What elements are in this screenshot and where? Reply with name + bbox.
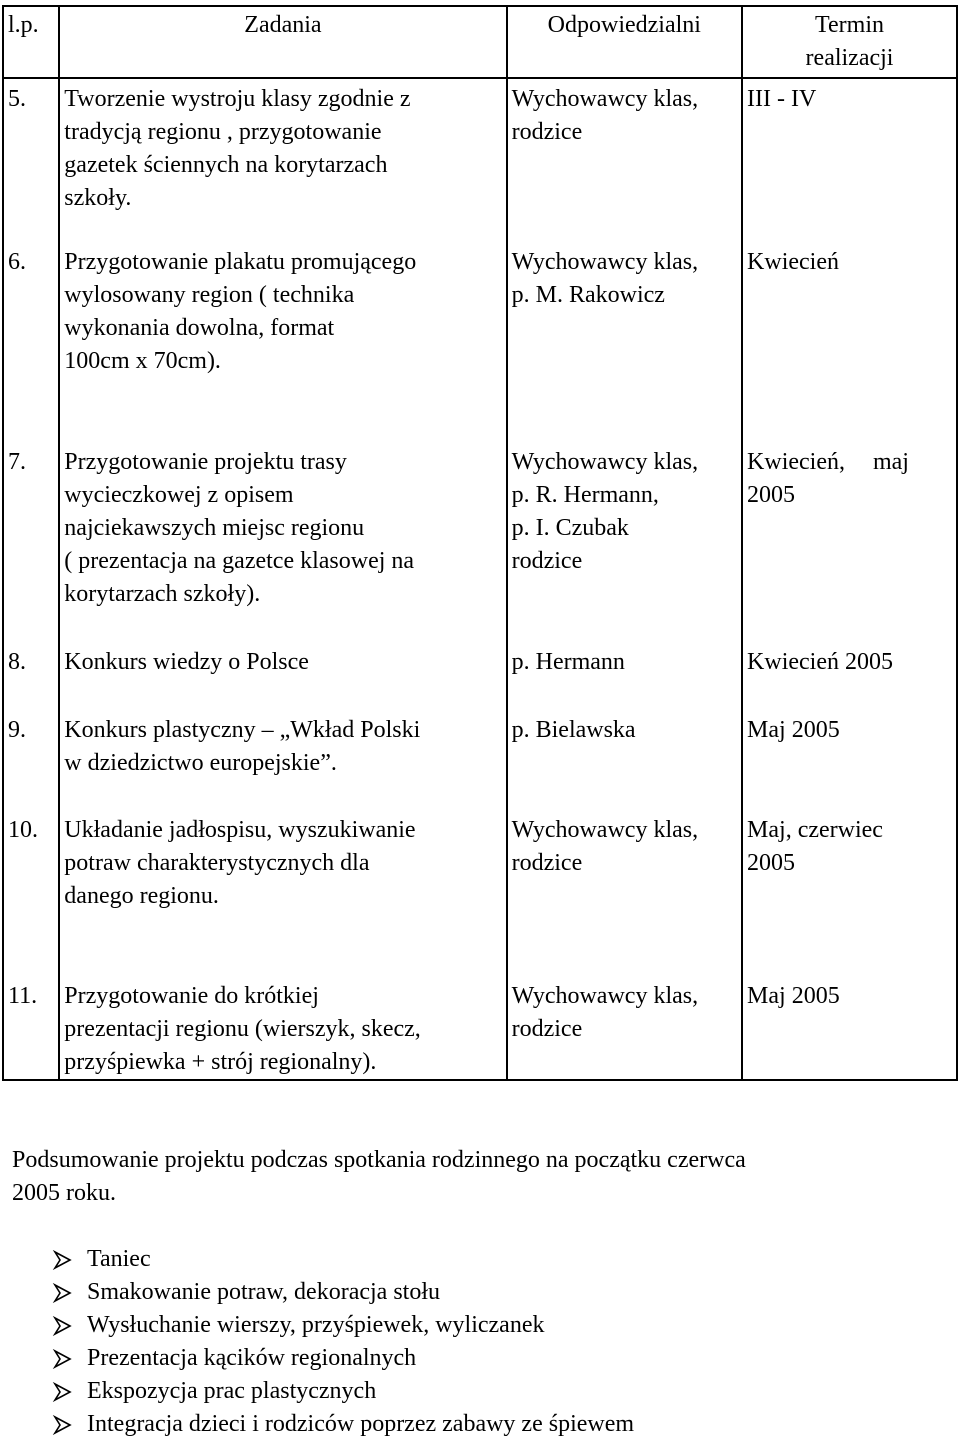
arrowhead-bullet-icon [52,1349,72,1369]
row-term: Kwiecień, maj 2005 [742,446,957,646]
list-item: Smakowanie potraw, dekoracja stołu [52,1276,634,1309]
table-row [3,78,957,246]
row-number: 7. [3,446,59,646]
header-lp: l.p. [3,6,59,78]
row-term: III - IV [742,78,957,246]
header-term: Termin realizacji [742,6,957,78]
list-item: Prezentacja kącików regionalnych [52,1342,634,1375]
row-term: Maj 2005 [742,980,957,1080]
table-header-row [3,6,957,78]
list-item: Integracja dzieci i rodziców poprzez zabawy ze śpiewem [52,1408,634,1441]
row-task: Przygotowanie do krótkiej prezentacji regionu (wierszyk, skecz, przyśpiewka + strój regionalny). [59,980,506,1080]
row-term: Kwiecień [742,246,957,446]
arrowhead-bullet-icon [52,1316,72,1336]
row-number: 10. [3,814,59,980]
row-task: Przygotowanie projektu trasy wycieczkowej z opisem najciekawszych miejsc regionu ( prezentacja na gazetce klasowej na korytarzach szkoły). [59,446,506,646]
row-number: 8. [3,646,59,714]
table-row [3,646,957,714]
row-responsible: Wychowawcy klas, rodzice [507,980,742,1080]
arrowhead-bullet-icon [52,1382,72,1402]
row-responsible: Wychowawcy klas, rodzice [507,814,742,980]
row-responsible: Wychowawcy klas, rodzice [507,78,742,246]
row-term: Maj 2005 [742,714,957,814]
row-term: Maj, czerwiec 2005 [742,814,957,980]
table-row [3,446,957,646]
row-task: Tworzenie wystroju klasy zgodnie z tradycją regionu , przygotowanie gazetek ściennych na korytarzach szkoły. [59,78,506,246]
table-row [3,714,957,814]
header-tasks: Zadania [59,6,506,78]
row-task: Układanie jadłospisu, wyszukiwanie potraw charakterystycznych dla danego regionu. [59,814,506,980]
table-row [3,980,957,1080]
row-number: 5. [3,78,59,246]
row-term: Kwiecień 2005 [742,646,957,714]
row-number: 6. [3,246,59,446]
row-number: 11. [3,980,59,1080]
table-row [3,246,957,446]
arrowhead-bullet-icon [52,1250,72,1270]
row-task: Konkurs wiedzy o Polsce [59,646,506,714]
row-responsible: Wychowawcy klas, p. M. Rakowicz [507,246,742,446]
task-table [2,5,958,1081]
arrowhead-bullet-icon [52,1283,72,1303]
list-item: Wysłuchanie wierszy, przyśpiewek, wyliczanek [52,1309,634,1342]
arrowhead-bullet-icon [52,1415,72,1435]
list-item: Ekspozycja prac plastycznych [52,1375,634,1408]
list-item: Taniec [52,1243,634,1276]
row-responsible: p. Bielawska [507,714,742,814]
row-task: Przygotowanie plakatu promującego wylosowany region ( technika wykonania dowolna, format 100cm x 70cm). [59,246,506,446]
events-list [52,1243,634,1441]
table-row [3,814,957,980]
row-responsible: p. Hermann [507,646,742,714]
row-number: 9. [3,714,59,814]
row-responsible: Wychowawcy klas, p. R. Hermann, p. I. Czubak rodzice [507,446,742,646]
row-task: Konkurs plastyczny – „Wkład Polski w dziedzictwo europejskie”. [59,714,506,814]
summary-paragraph: Podsumowanie projektu podczas spotkania rodzinnego na początku czerwca 2005 roku. [12,1147,746,1206]
header-responsible: Odpowiedzialni [507,6,742,78]
